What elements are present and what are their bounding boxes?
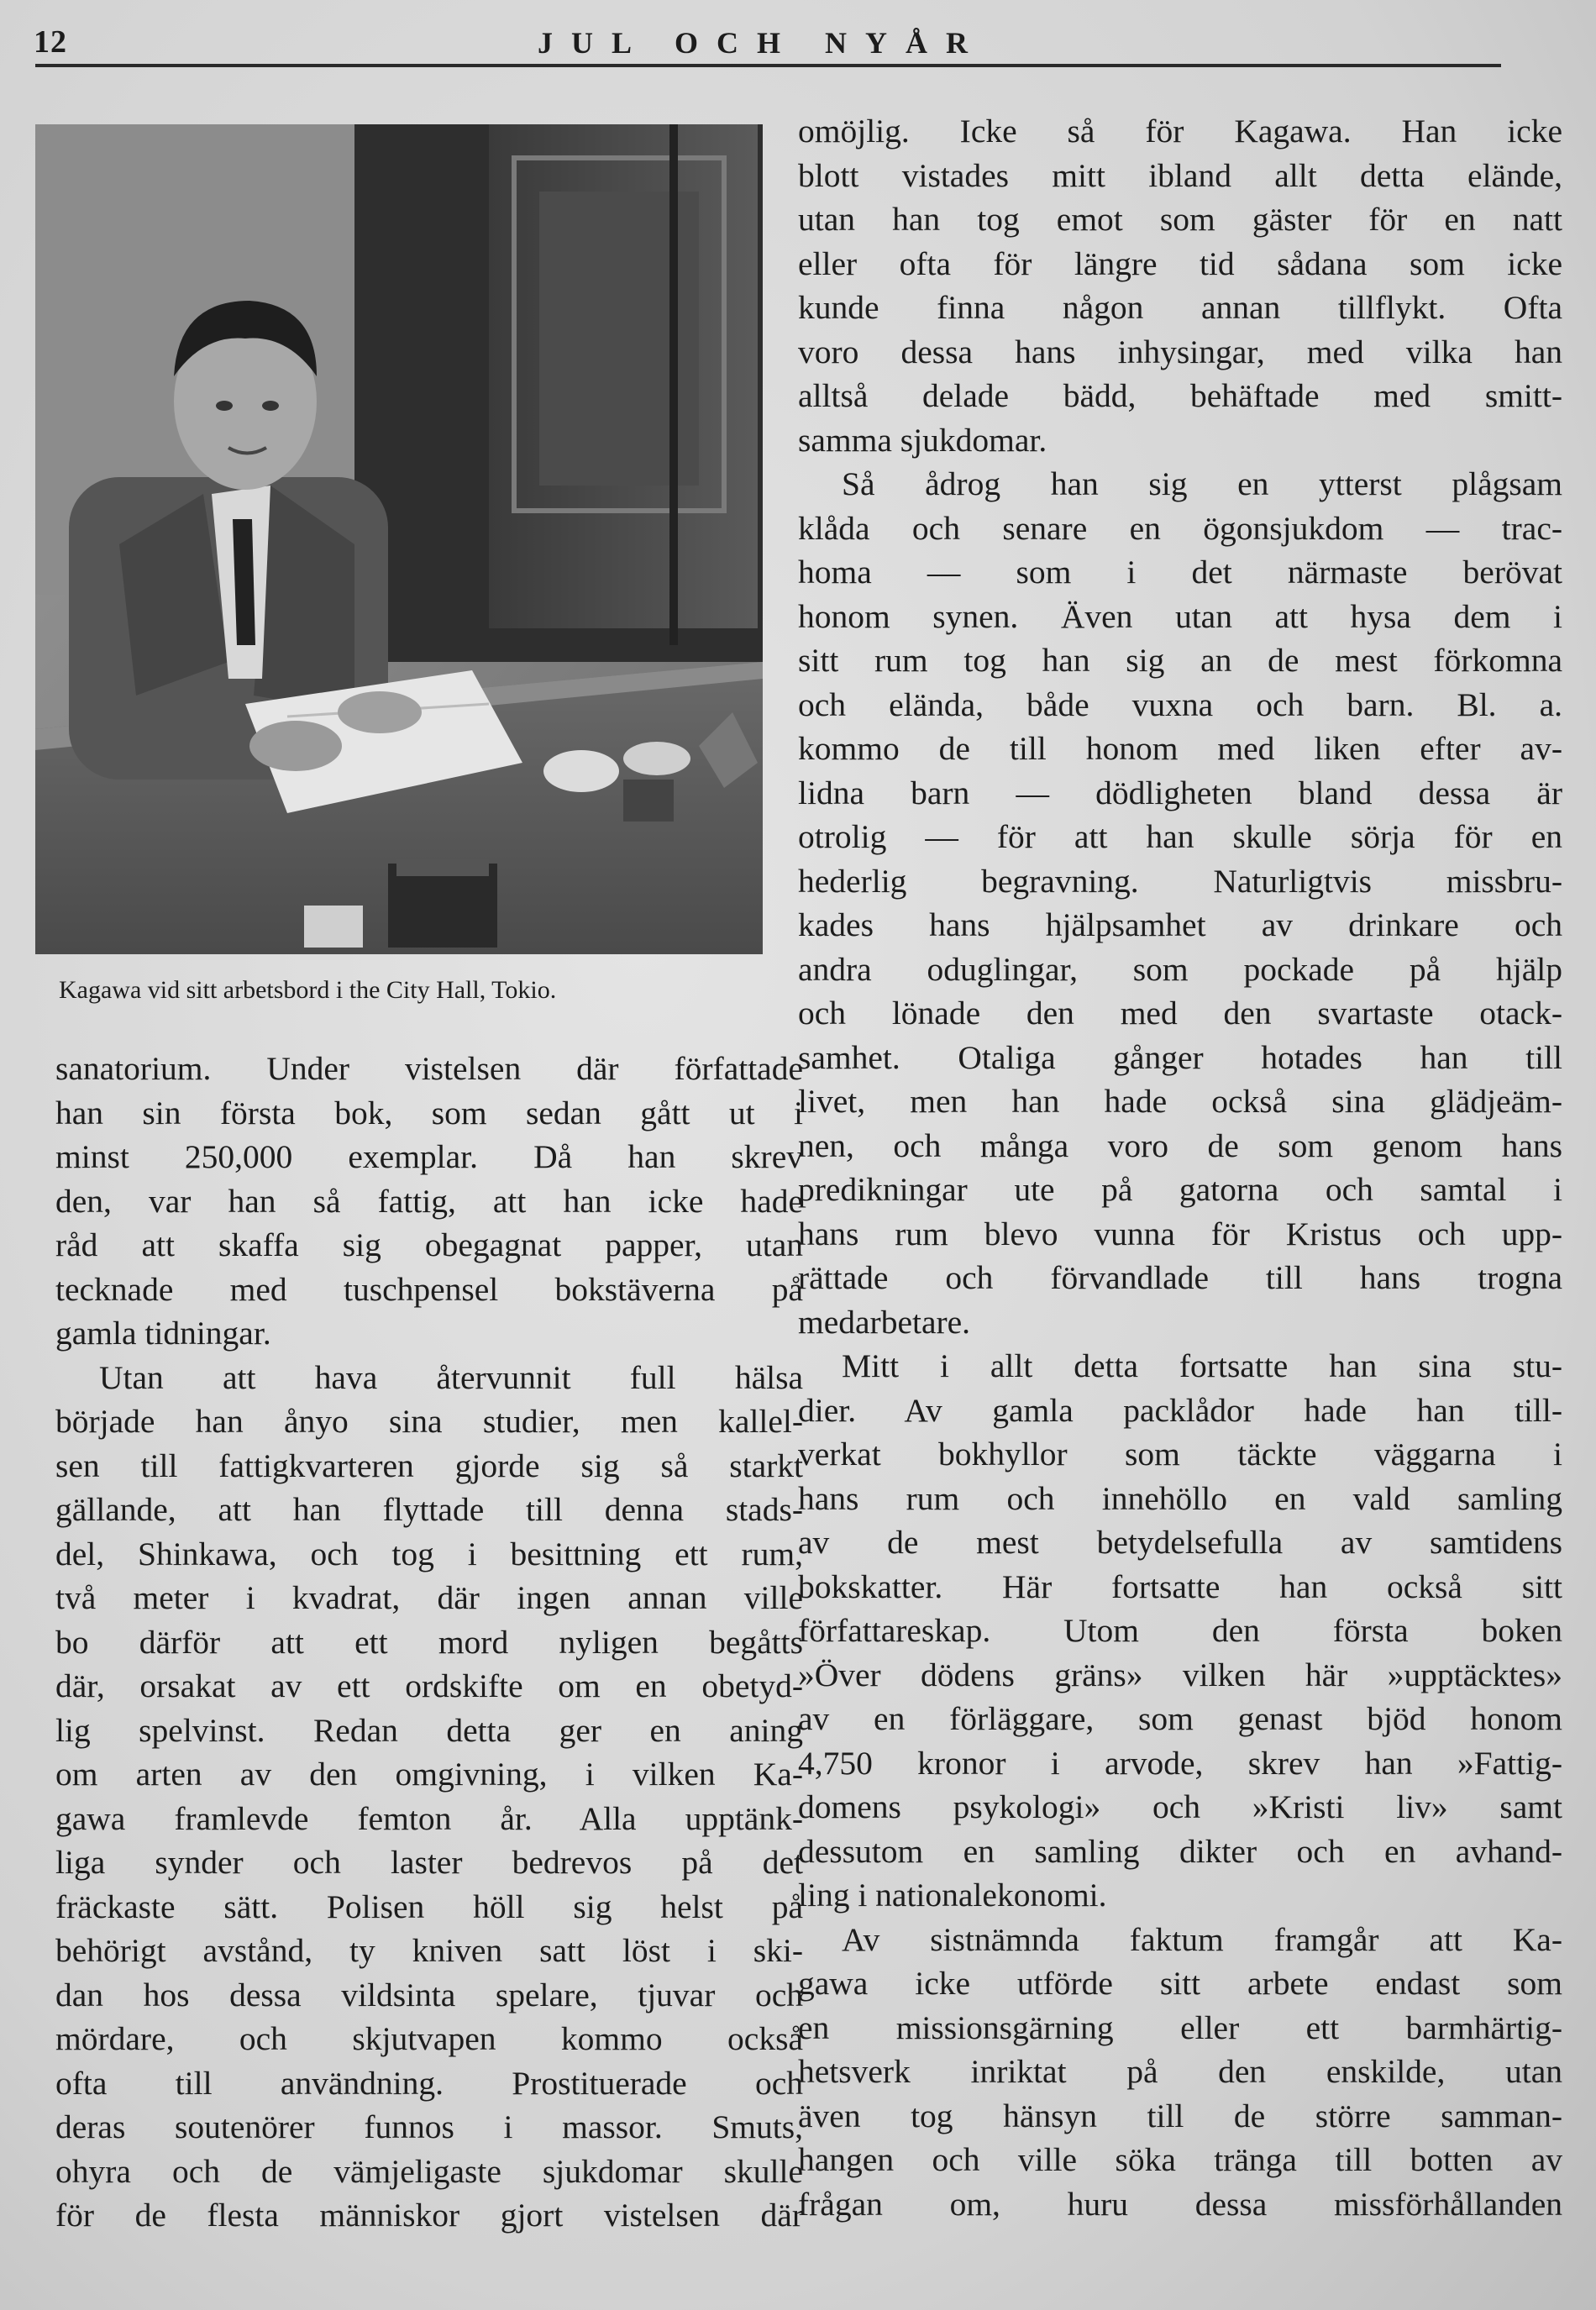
text-line: författareskap. Utom den första boken (798, 1612, 1562, 1649)
text-line: »Över dödens gräns» vilken här »upptäcktes» (798, 1656, 1562, 1693)
text-line: kunde finna någon annan tillflykt. Ofta (798, 289, 1562, 326)
text-line: 4,750 kronor i arvode, skrev han »Fattig- (798, 1744, 1562, 1782)
text-line: hangen och ville söka tränga till botten av (798, 2141, 1562, 2178)
photo-illustration (35, 124, 763, 954)
text-line: verkat bokhyllor som täckte väggarna i (798, 1436, 1562, 1473)
text-line: där, orsakat av ett ordskifte om en obetyd- (55, 1667, 803, 1704)
text-line: Mitt i allt detta fortsatte han sina stu- (842, 1347, 1562, 1384)
text-line: började han ånyo sina studier, men kallel- (55, 1403, 803, 1440)
text-line: blott vistades mitt ibland allt detta elände, (798, 156, 1562, 194)
text-line: behörigt avstånd, ty kniven satt löst i ski- (55, 1932, 803, 1969)
text-line: andra oduglingar, som pockade på hjälp (798, 950, 1562, 988)
text-line: ling i nationalekonomi. (798, 1877, 1107, 1914)
running-title: JUL OCH NYÅR (538, 26, 987, 60)
text-line: Av sistnämnda faktum framgår att Ka- (842, 1920, 1562, 1958)
text-line: och elända, både vuxna och barn. Bl. a. (798, 685, 1562, 723)
text-line: medarbetare. (798, 1303, 971, 1341)
text-line: om arten av den omgivning, i vilken Ka- (55, 1756, 803, 1793)
text-line: predikningar ute på gatorna och samtal i (798, 1171, 1562, 1208)
text-line: nen, och många voro de som genom hans (798, 1126, 1562, 1164)
text-line: hans rum och innehöllo en vald samling (798, 1479, 1562, 1517)
text-line: fräckaste sätt. Polisen höll sig helst på (55, 1887, 803, 1925)
text-line: Utan att hava återvunnit full hälsa (99, 1358, 803, 1396)
text-line: dan hos dessa vildsinta spelare, tjuvar och (55, 1976, 803, 2013)
text-line: hans rum blevo vunna för Kristus och upp- (798, 1215, 1562, 1252)
text-line: frågan om, huru dessa missförhållanden (798, 2185, 1562, 2223)
text-line: lig spelvinst. Redan detta ger en aning (55, 1711, 803, 1749)
text-line: Så ådrog han sig en ytterst plågsam (842, 465, 1562, 502)
photo-caption: Kagawa vid sitt arbetsbord i the City Hall, Tokio. (59, 976, 557, 1004)
text-line: hetsverk inriktat på den enskilde, utan (798, 2053, 1562, 2090)
text-line: två meter i kvadrat, där ingen annan ville (55, 1579, 803, 1616)
text-line: ofta till användning. Prostituerade och (55, 2064, 803, 2102)
text-line: gawa icke utförde sitt arbete endast som (798, 1965, 1562, 2002)
text-line: homa — som i det närmaste berövat (798, 554, 1562, 591)
text-line: sanatorium. Under vistelsen där författade (55, 1050, 803, 1087)
text-line: dessutom en samling dikter och en avhand- (798, 1832, 1562, 1870)
text-line: otrolig — för att han skulle sörja för en (798, 818, 1562, 855)
text-line: och lönade den med den svartaste otack- (798, 995, 1562, 1032)
text-line: även tog hänsyn till de större samman- (798, 2097, 1562, 2134)
text-line: samma sjukdomar. (798, 421, 1047, 459)
text-line: samhet. Otaliga gånger hotades han till (798, 1038, 1562, 1076)
text-line: av de mest betydelsefulla av samtidens (798, 1524, 1562, 1561)
text-line: deras soutenörer funnos i massor. Smuts, (55, 2108, 803, 2145)
text-line: sitt rum tog han sig an de mest förkomna (798, 642, 1562, 679)
text-line: minst 250,000 exemplar. Då han skrev (55, 1138, 803, 1175)
text-line: del, Shinkawa, och tog i besittning ett rum, (55, 1535, 803, 1572)
text-line: en missionsgärning eller ett barmhärtig- (798, 2008, 1562, 2046)
text-line: den, var han så fattig, att han icke hade (55, 1182, 803, 1220)
text-line: rättade och förvandlade till hans trogna (798, 1259, 1562, 1296)
text-line: för de flesta människor gjort vistelsen där (55, 2197, 803, 2234)
page-number: 12 (34, 24, 67, 60)
text-line: alltså delade bädd, behäftade med smitt- (798, 377, 1562, 414)
text-line: bokskatter. Här fortsatte han också sitt (798, 1567, 1562, 1605)
text-line: omöjlig. Icke så för Kagawa. Han icke (798, 113, 1562, 150)
text-line: lidna barn — dödligheten bland dessa är (798, 774, 1562, 811)
right-text-column (798, 109, 1562, 2226)
text-line: mördare, och skjutvapen kommo också (55, 2020, 803, 2057)
text-line: av en förläggare, som genast bjöd honom (798, 1700, 1562, 1737)
text-line: eller ofta för längre tid sådana som icke (798, 244, 1562, 282)
text-line: utan han tog emot som gäster för en natt (798, 201, 1562, 238)
text-line: bo därför att ett mord nyligen begåtts (55, 1623, 803, 1661)
text-line: sen till fattigkvarteren gjorde sig så starkt (55, 1446, 803, 1484)
text-line: gällande, att han flyttade till denna stads- (55, 1491, 803, 1528)
text-line: kommo de till honom med liken efter av- (798, 730, 1562, 767)
text-line: gawa framlevde femton år. Alla upptänk- (55, 1799, 803, 1837)
text-line: klåda och senare en ögonsjukdom — trac- (798, 509, 1562, 547)
text-line: liga synder och laster bedrevos på det (55, 1844, 803, 1881)
text-line: hederlig begravning. Naturligtvis missbru- (798, 862, 1562, 900)
kagawa-photograph (35, 124, 763, 954)
text-line: domens psykologi» och »Kristi liv» samt (798, 1788, 1562, 1825)
text-line: tecknade med tuschpensel bokstäverna på (55, 1270, 803, 1308)
text-line: honom synen. Även utan att hysa dem i (798, 597, 1562, 635)
text-line: han sin första bok, som sedan gått ut i (55, 1094, 803, 1131)
text-line: råd att skaffa sig obegagnat papper, utan (55, 1226, 803, 1263)
text-line: ohyra och de vämjeligaste sjukdomar skulle (55, 2152, 803, 2190)
text-line: dier. Av gamla packlådor hade han till- (798, 1391, 1562, 1429)
header-rule (35, 64, 1501, 67)
left-text-column (55, 1047, 803, 2238)
text-line: gamla tidningar. (55, 1315, 271, 1352)
text-line: kades hans hjälpsamhet av drinkare och (798, 906, 1562, 943)
text-line: voro dessa hans inhysingar, med vilka han (798, 333, 1562, 370)
text-line: livet, men han hade också sina glädjeäm- (798, 1083, 1562, 1120)
